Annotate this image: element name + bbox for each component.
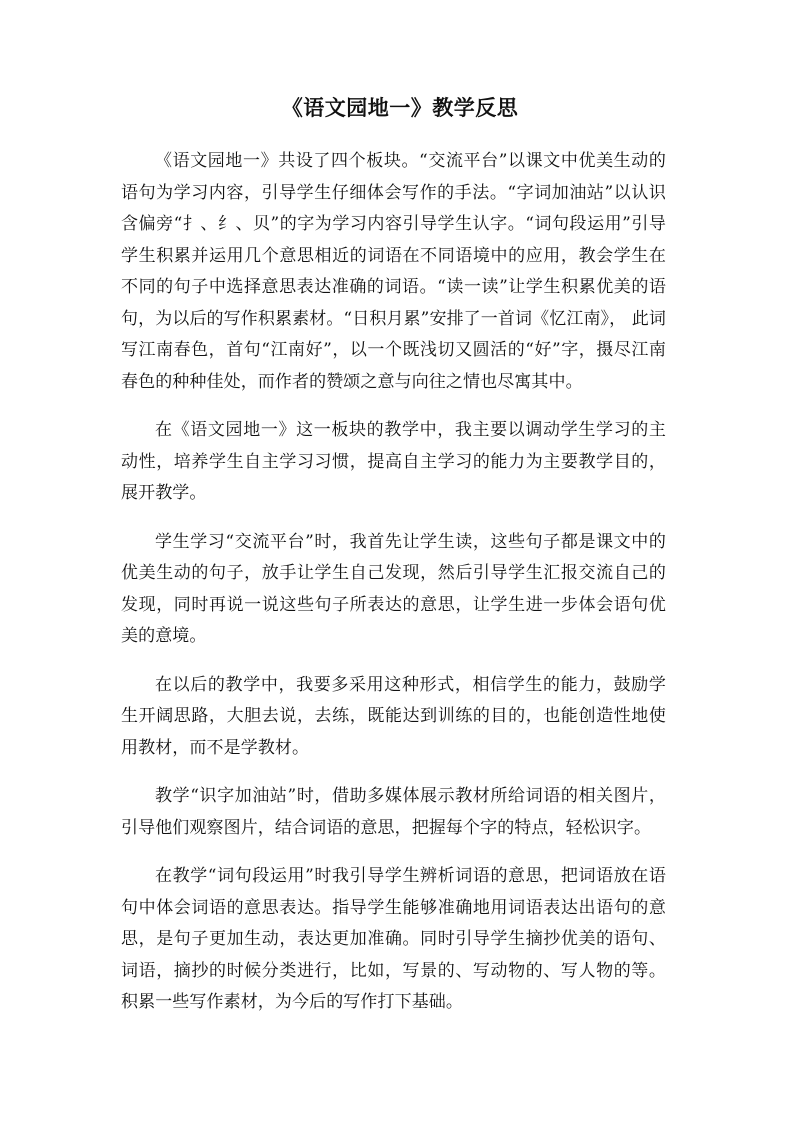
document-body [121, 146, 666, 1036]
paragraph-word-sentence-usage: 在教学“词句段运用”时我引导学生辨析词语的意思，把词语放在语句中体会词语的意思表达。指导学生能够准确地用词语表达出语句的意思，是句子更加生动，表达更加准确。同时引导学生摘抄优美的语句、词语，摘抄的时候分类进行，比如，写景的、写动物的、写人物的等。积累一些写作素材，为今后的写作打下基础。 [121, 866, 666, 1012]
paragraph-exchange-platform: 学生学习“交流平台”时，我首先让学生读，这些句子都是课文中的优美生动的句子，放手让学生自己发现，然后引导学生汇报交流自己的发现，同时再说一说这些句子所表达的意思，让学生进一步体会语句优美的意境。 [121, 531, 666, 646]
paragraph-literacy-station: 教学“识字加油站”时，借助多媒体展示教材所给词语的相关图片，引导他们观察图片，结合词语的意思，把握每个字的特点，轻松识字。 [121, 786, 666, 838]
paragraph-future-teaching: 在以后的教学中，我要多采用这种形式，相信学生的能力，鼓励学生开阔思路，大胆去说，去练，既能达到训练的目的，也能创造性地使用教材，而不是学教材。 [121, 674, 666, 758]
paragraph-overview: 《语文园地一》共设了四个板块。“交流平台”以课文中优美生动的语句为学习内容，引导学生仔细体会写作的手法。“字词加油站”以认识含偏旁“扌、纟、贝”的字为学习内容引导学生认字。“词句段运用”引导学生积累并运用几个意思相近的词语在不同语境中的应用，教会学生在不同的句子中选择意思表达准确的词语。“读一读”让学生积累优美的语句，为以后的写作积累素材。“日积月累”安排了一首词《忆江南》， 此词写江南春色，首句“江南好”，以一个既浅切又圆活的“好”字，摄尽江南春色的种种佳处，而作者的赞颂之意与向往之情也尽寓其中。 [121, 151, 666, 392]
paragraph-teaching-goal: 在《语文园地一》这一板块的教学中，我主要以调动学生学习的主动性，培养学生自主学习习惯，提高自主学习的能力为主要教学目的，展开教学。 [121, 420, 666, 503]
document-title: 《语文园地一》教学反思 [281, 96, 519, 120]
